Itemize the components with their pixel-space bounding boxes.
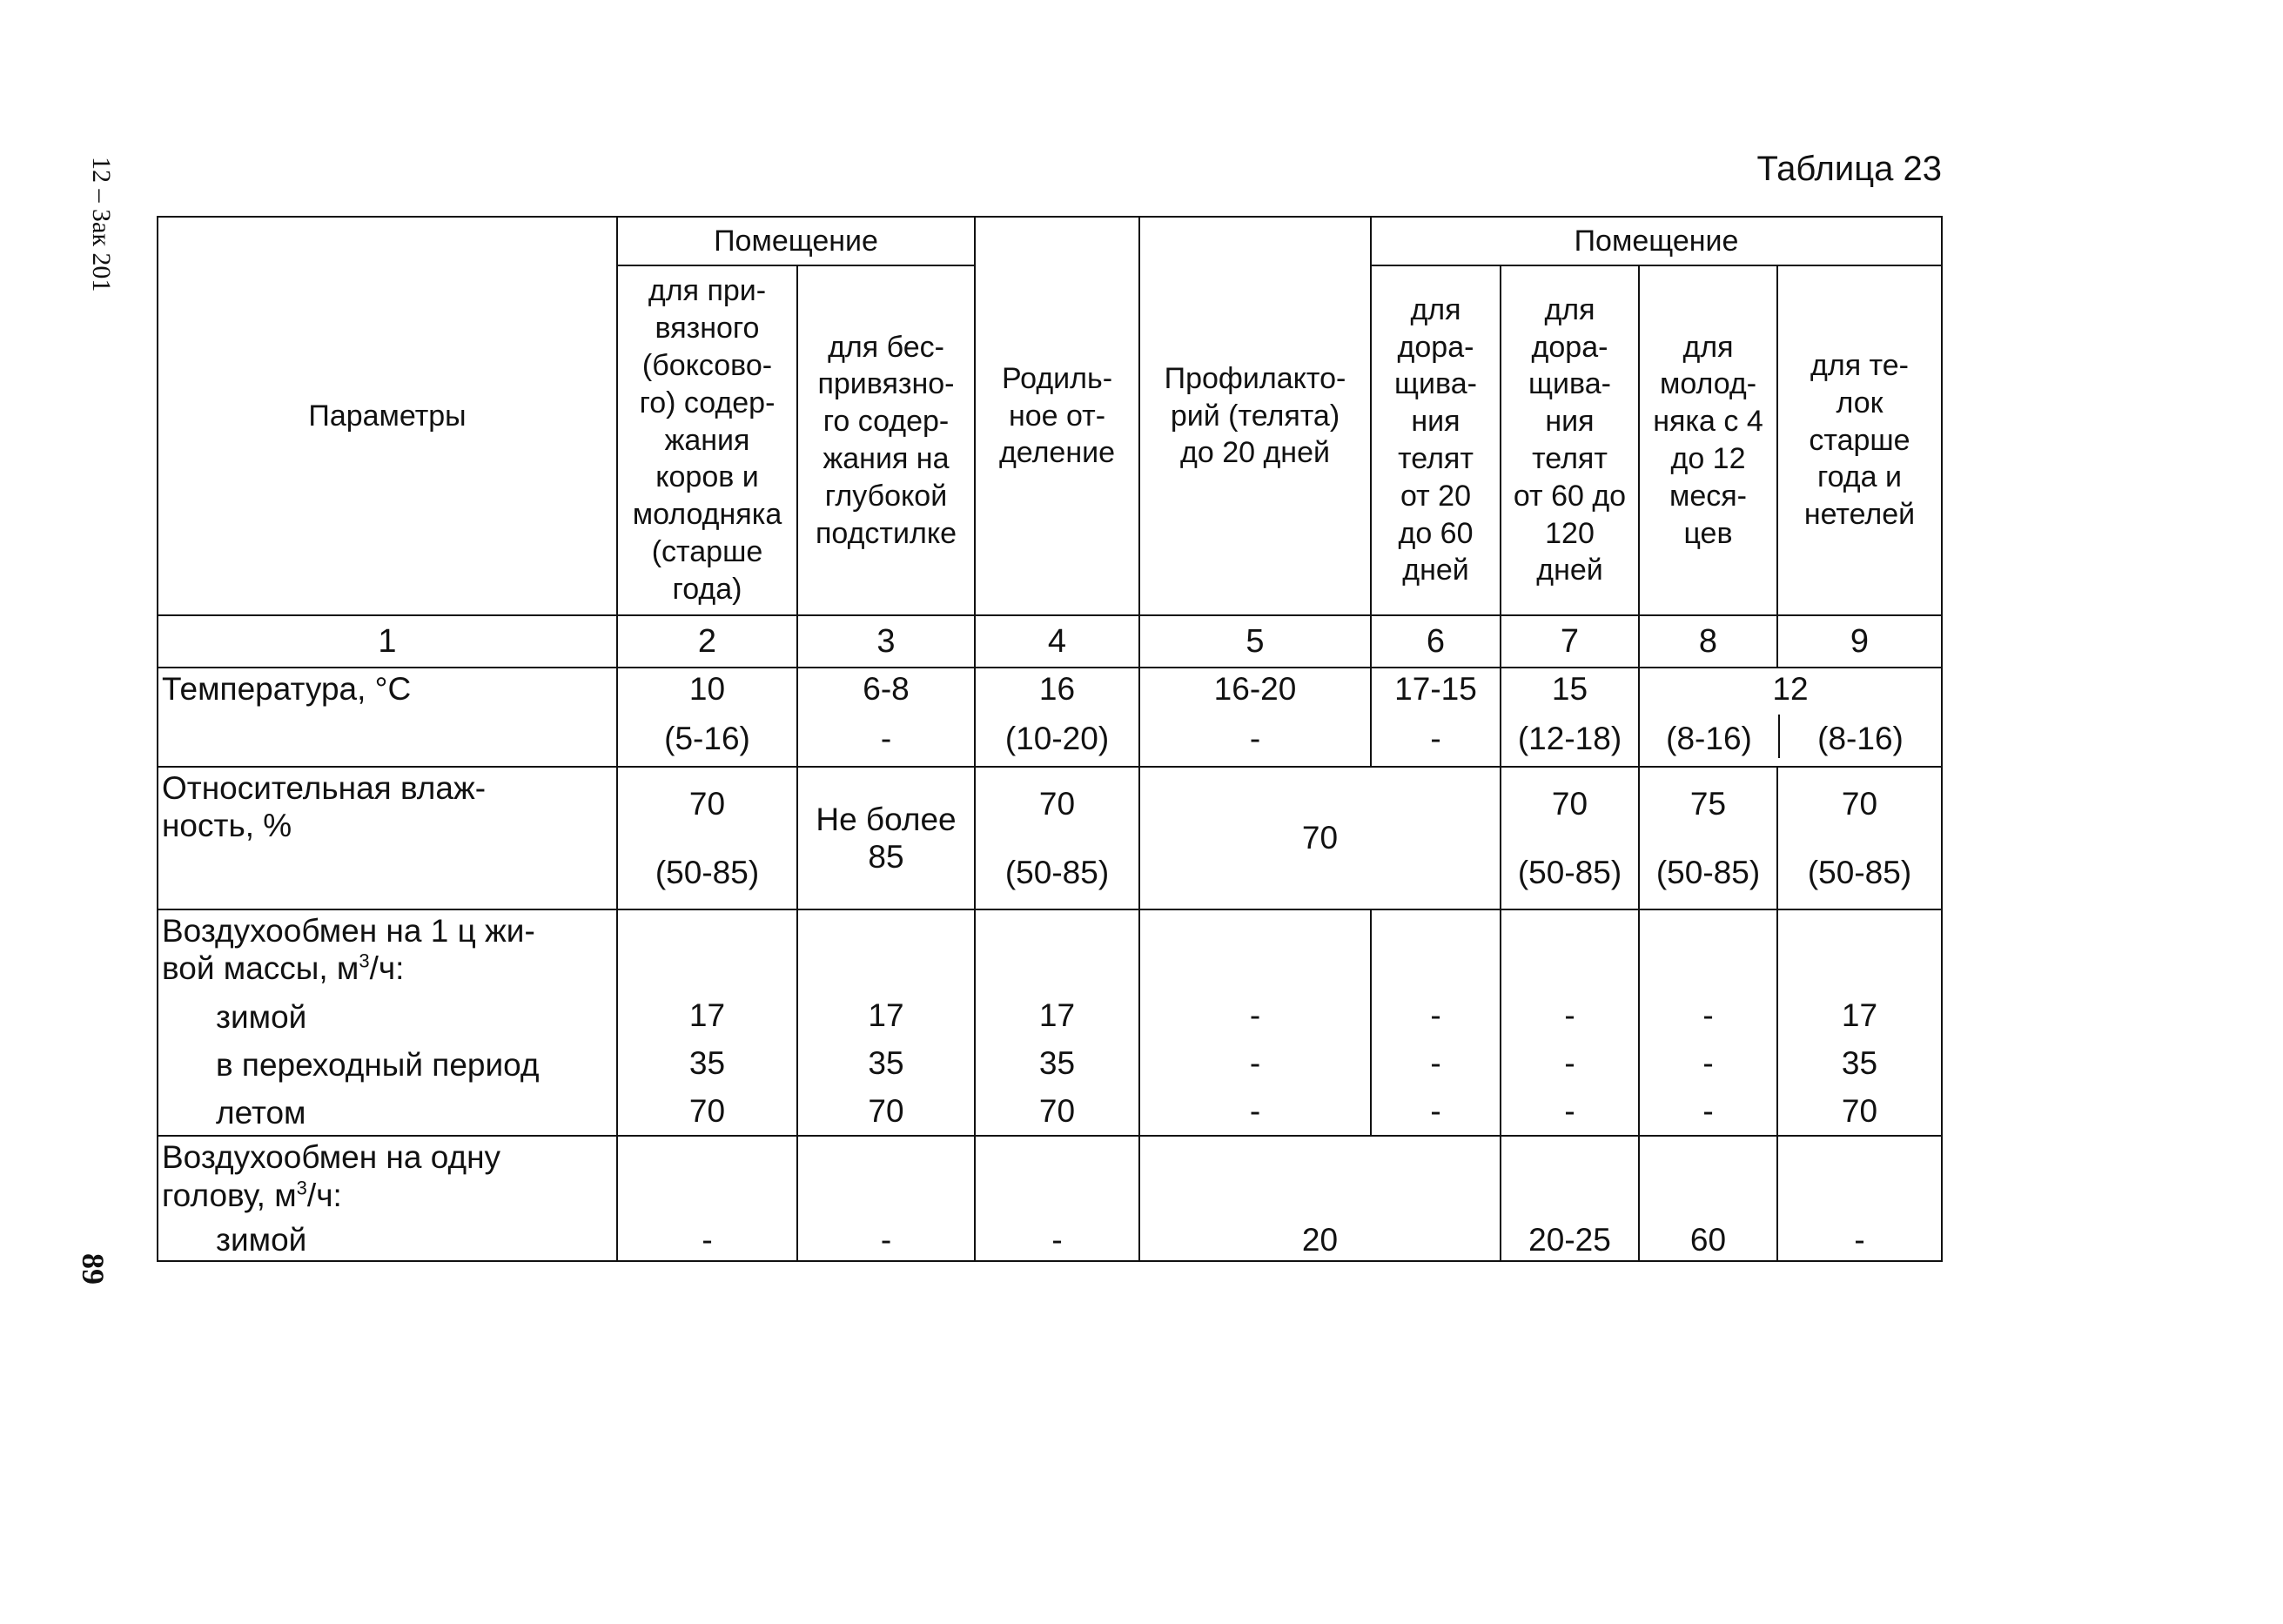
air-mass-summer-value: 70 bbox=[1038, 1093, 1076, 1130]
air-mass-winter-label: зимой bbox=[216, 998, 307, 1035]
temperature-col6-range: - bbox=[1430, 721, 1441, 757]
header-col7: для дора- щива- ния телят от 60 до 120 дней bbox=[1501, 265, 1639, 615]
header-col6: для дора- щива- ния телят от 20 до 60 дней bbox=[1371, 265, 1501, 615]
temperature-col4-range: (10-20) bbox=[1004, 721, 1110, 757]
page-number: 89 bbox=[76, 1253, 111, 1285]
temperature-col4 bbox=[975, 668, 1139, 767]
air-mass-col4 bbox=[975, 909, 1139, 1136]
header-col8: для молод- няка с 4 до 12 меся- цев bbox=[1639, 265, 1777, 615]
air-mass-summer-value: - bbox=[1249, 1093, 1261, 1130]
header-parameters: Параметры bbox=[158, 217, 617, 615]
humidity-col3: Не более 85 bbox=[797, 767, 975, 909]
air-head-unit-tail: /ч: bbox=[306, 1177, 342, 1213]
header-group-room-1: Помещение bbox=[617, 217, 975, 265]
row-humidity bbox=[158, 767, 1942, 909]
column-number: 5 bbox=[1139, 615, 1371, 668]
temperature-col4-main: 16 bbox=[1038, 671, 1076, 707]
column-number: 4 bbox=[975, 615, 1139, 668]
air-mass-cell bbox=[158, 909, 617, 1136]
air-mass-transition-label: в переходный период bbox=[216, 1046, 540, 1083]
temperature-col2-range: (5-16) bbox=[664, 721, 750, 757]
temperature-col5 bbox=[1139, 668, 1371, 767]
side-note: 12 – Зак 201 bbox=[87, 157, 116, 292]
air-head-col7: 20-25 bbox=[1501, 1136, 1639, 1261]
table-caption: Таблица 23 bbox=[1756, 150, 1942, 188]
air-mass-transition-value: 35 bbox=[1841, 1044, 1878, 1081]
column-number: 8 bbox=[1639, 615, 1777, 668]
air-mass-transition-value: 35 bbox=[1038, 1044, 1076, 1081]
air-mass-summer-value: - bbox=[1702, 1093, 1714, 1130]
column-number-row bbox=[158, 615, 1942, 668]
header-group-room-2: Помещение bbox=[1371, 217, 1942, 265]
row-temperature bbox=[158, 668, 1942, 767]
humidity-col4 bbox=[975, 767, 1139, 909]
air-mass-summer-value: - bbox=[1564, 1093, 1575, 1130]
column-number: 2 bbox=[617, 615, 797, 668]
column-number: 3 bbox=[797, 615, 975, 668]
row-air-head bbox=[158, 1136, 1942, 1261]
air-mass-unit-tail: /ч: bbox=[369, 950, 405, 987]
air-head-col8: 60 bbox=[1639, 1136, 1777, 1261]
air-mass-transition-value: 35 bbox=[688, 1044, 726, 1081]
temperature-col5-main: 16-20 bbox=[1213, 671, 1297, 707]
temperature-label: Температура, °С bbox=[158, 668, 617, 767]
temperature-col7 bbox=[1501, 668, 1639, 767]
air-mass-summer-value: 70 bbox=[688, 1093, 726, 1130]
air-mass-winter-value: - bbox=[1564, 997, 1575, 1033]
air-mass-col3 bbox=[797, 909, 975, 1136]
humidity-col2 bbox=[617, 767, 797, 909]
air-mass-transition-value: 35 bbox=[868, 1044, 904, 1081]
temperature-col7-main: 15 bbox=[1551, 671, 1588, 707]
temperature-col3-range: - bbox=[880, 721, 892, 757]
temperature-col7-range: (12-18) bbox=[1517, 721, 1622, 757]
air-mass-winter-value: 17 bbox=[688, 997, 726, 1033]
air-mass-transition-value: - bbox=[1702, 1044, 1714, 1081]
air-mass-col2 bbox=[617, 909, 797, 1136]
header-col2: для при- вязного (боксово- го) содер- жания коров и молодняка (старше года) bbox=[617, 265, 797, 615]
air-mass-col6 bbox=[1371, 909, 1501, 1136]
temperature-col6 bbox=[1371, 668, 1501, 767]
column-number: 9 bbox=[1777, 615, 1942, 668]
air-mass-col8 bbox=[1639, 909, 1777, 1136]
air-mass-summer-value: - bbox=[1430, 1093, 1441, 1130]
header-col4: Родиль- ное от- деление bbox=[975, 217, 1139, 615]
air-mass-winter-value: 17 bbox=[1038, 997, 1076, 1033]
air-head-col4: - bbox=[975, 1136, 1139, 1261]
humidity-col4-main: 70 bbox=[1038, 785, 1076, 822]
column-number: 1 bbox=[158, 615, 617, 668]
column-number: 6 bbox=[1371, 615, 1501, 668]
air-mass-summer-value: 70 bbox=[868, 1093, 904, 1130]
header-row-1 bbox=[158, 217, 1942, 265]
header-col3: для бес- привязно- го содер- жания на глубокой подстилке bbox=[797, 265, 975, 615]
air-mass-summer-value: 70 bbox=[1841, 1093, 1878, 1130]
air-head-cell bbox=[158, 1136, 617, 1261]
air-mass-unit-sup: 3 bbox=[359, 950, 370, 972]
humidity-label: Относительная влаж- ность, % bbox=[158, 767, 617, 909]
humidity-col8 bbox=[1639, 767, 1777, 909]
air-mass-winter-value: - bbox=[1702, 997, 1714, 1033]
parameters-table bbox=[157, 216, 1943, 1262]
temperature-col6-main: 17-15 bbox=[1394, 671, 1477, 707]
air-head-winter-label: зимой bbox=[216, 1221, 307, 1258]
air-mass-summer-label: летом bbox=[216, 1095, 306, 1131]
air-mass-transition-value: - bbox=[1249, 1044, 1261, 1081]
humidity-col7-range: (50-85) bbox=[1517, 855, 1622, 890]
temperature-col8-range: (8-16) bbox=[1640, 715, 1780, 757]
humidity-col5-6: 70 bbox=[1139, 767, 1501, 909]
air-head-col5-6: 20 bbox=[1139, 1136, 1501, 1261]
air-head-col9: - bbox=[1777, 1136, 1942, 1261]
air-mass-winter-value: - bbox=[1249, 997, 1261, 1033]
header-col9: для те- лок старше года и нетелей bbox=[1777, 265, 1942, 615]
air-head-col3: - bbox=[797, 1136, 975, 1261]
humidity-col8-range: (50-85) bbox=[1655, 855, 1761, 890]
humidity-col7-main: 70 bbox=[1551, 785, 1588, 822]
temperature-col5-range: - bbox=[1249, 721, 1261, 757]
air-mass-col9 bbox=[1777, 909, 1942, 1136]
temperature-col2 bbox=[617, 668, 797, 767]
humidity-col9-range: (50-85) bbox=[1807, 855, 1912, 890]
column-number: 7 bbox=[1501, 615, 1639, 668]
temperature-col8-9-main: 12 bbox=[1772, 671, 1809, 707]
temperature-col2-main: 10 bbox=[688, 671, 726, 707]
temperature-col3-main: 6-8 bbox=[863, 671, 910, 707]
air-mass-col7 bbox=[1501, 909, 1639, 1136]
humidity-col8-main: 75 bbox=[1689, 785, 1727, 822]
row-air-mass bbox=[158, 909, 1942, 1136]
air-mass-transition-value: - bbox=[1564, 1044, 1575, 1081]
air-head-label: Воздухообмен на одну голову, м bbox=[162, 1139, 501, 1213]
air-mass-winter-value: 17 bbox=[1841, 997, 1878, 1033]
humidity-col7 bbox=[1501, 767, 1639, 909]
air-head-col2: - bbox=[617, 1136, 797, 1261]
temperature-col8-9 bbox=[1639, 668, 1942, 767]
air-head-unit-sup: 3 bbox=[296, 1177, 307, 1199]
humidity-col2-main: 70 bbox=[688, 785, 726, 822]
temperature-col8-9-ranges bbox=[1640, 720, 1941, 757]
humidity-col4-range: (50-85) bbox=[1004, 855, 1110, 890]
humidity-col9-main: 70 bbox=[1841, 785, 1878, 822]
temperature-col9-range: (8-16) bbox=[1817, 721, 1904, 757]
air-mass-winter-value: 17 bbox=[868, 997, 904, 1033]
air-mass-label: Воздухообмен на 1 ц жи- вой массы, м bbox=[162, 913, 535, 987]
air-mass-col5 bbox=[1139, 909, 1371, 1136]
humidity-col9 bbox=[1777, 767, 1942, 909]
air-mass-transition-value: - bbox=[1430, 1044, 1441, 1081]
temperature-col3 bbox=[797, 668, 975, 767]
humidity-col2-range: (50-85) bbox=[655, 855, 760, 890]
air-mass-winter-value: - bbox=[1430, 997, 1441, 1033]
header-col5: Профилакто- рий (телята) до 20 дней bbox=[1139, 217, 1371, 615]
